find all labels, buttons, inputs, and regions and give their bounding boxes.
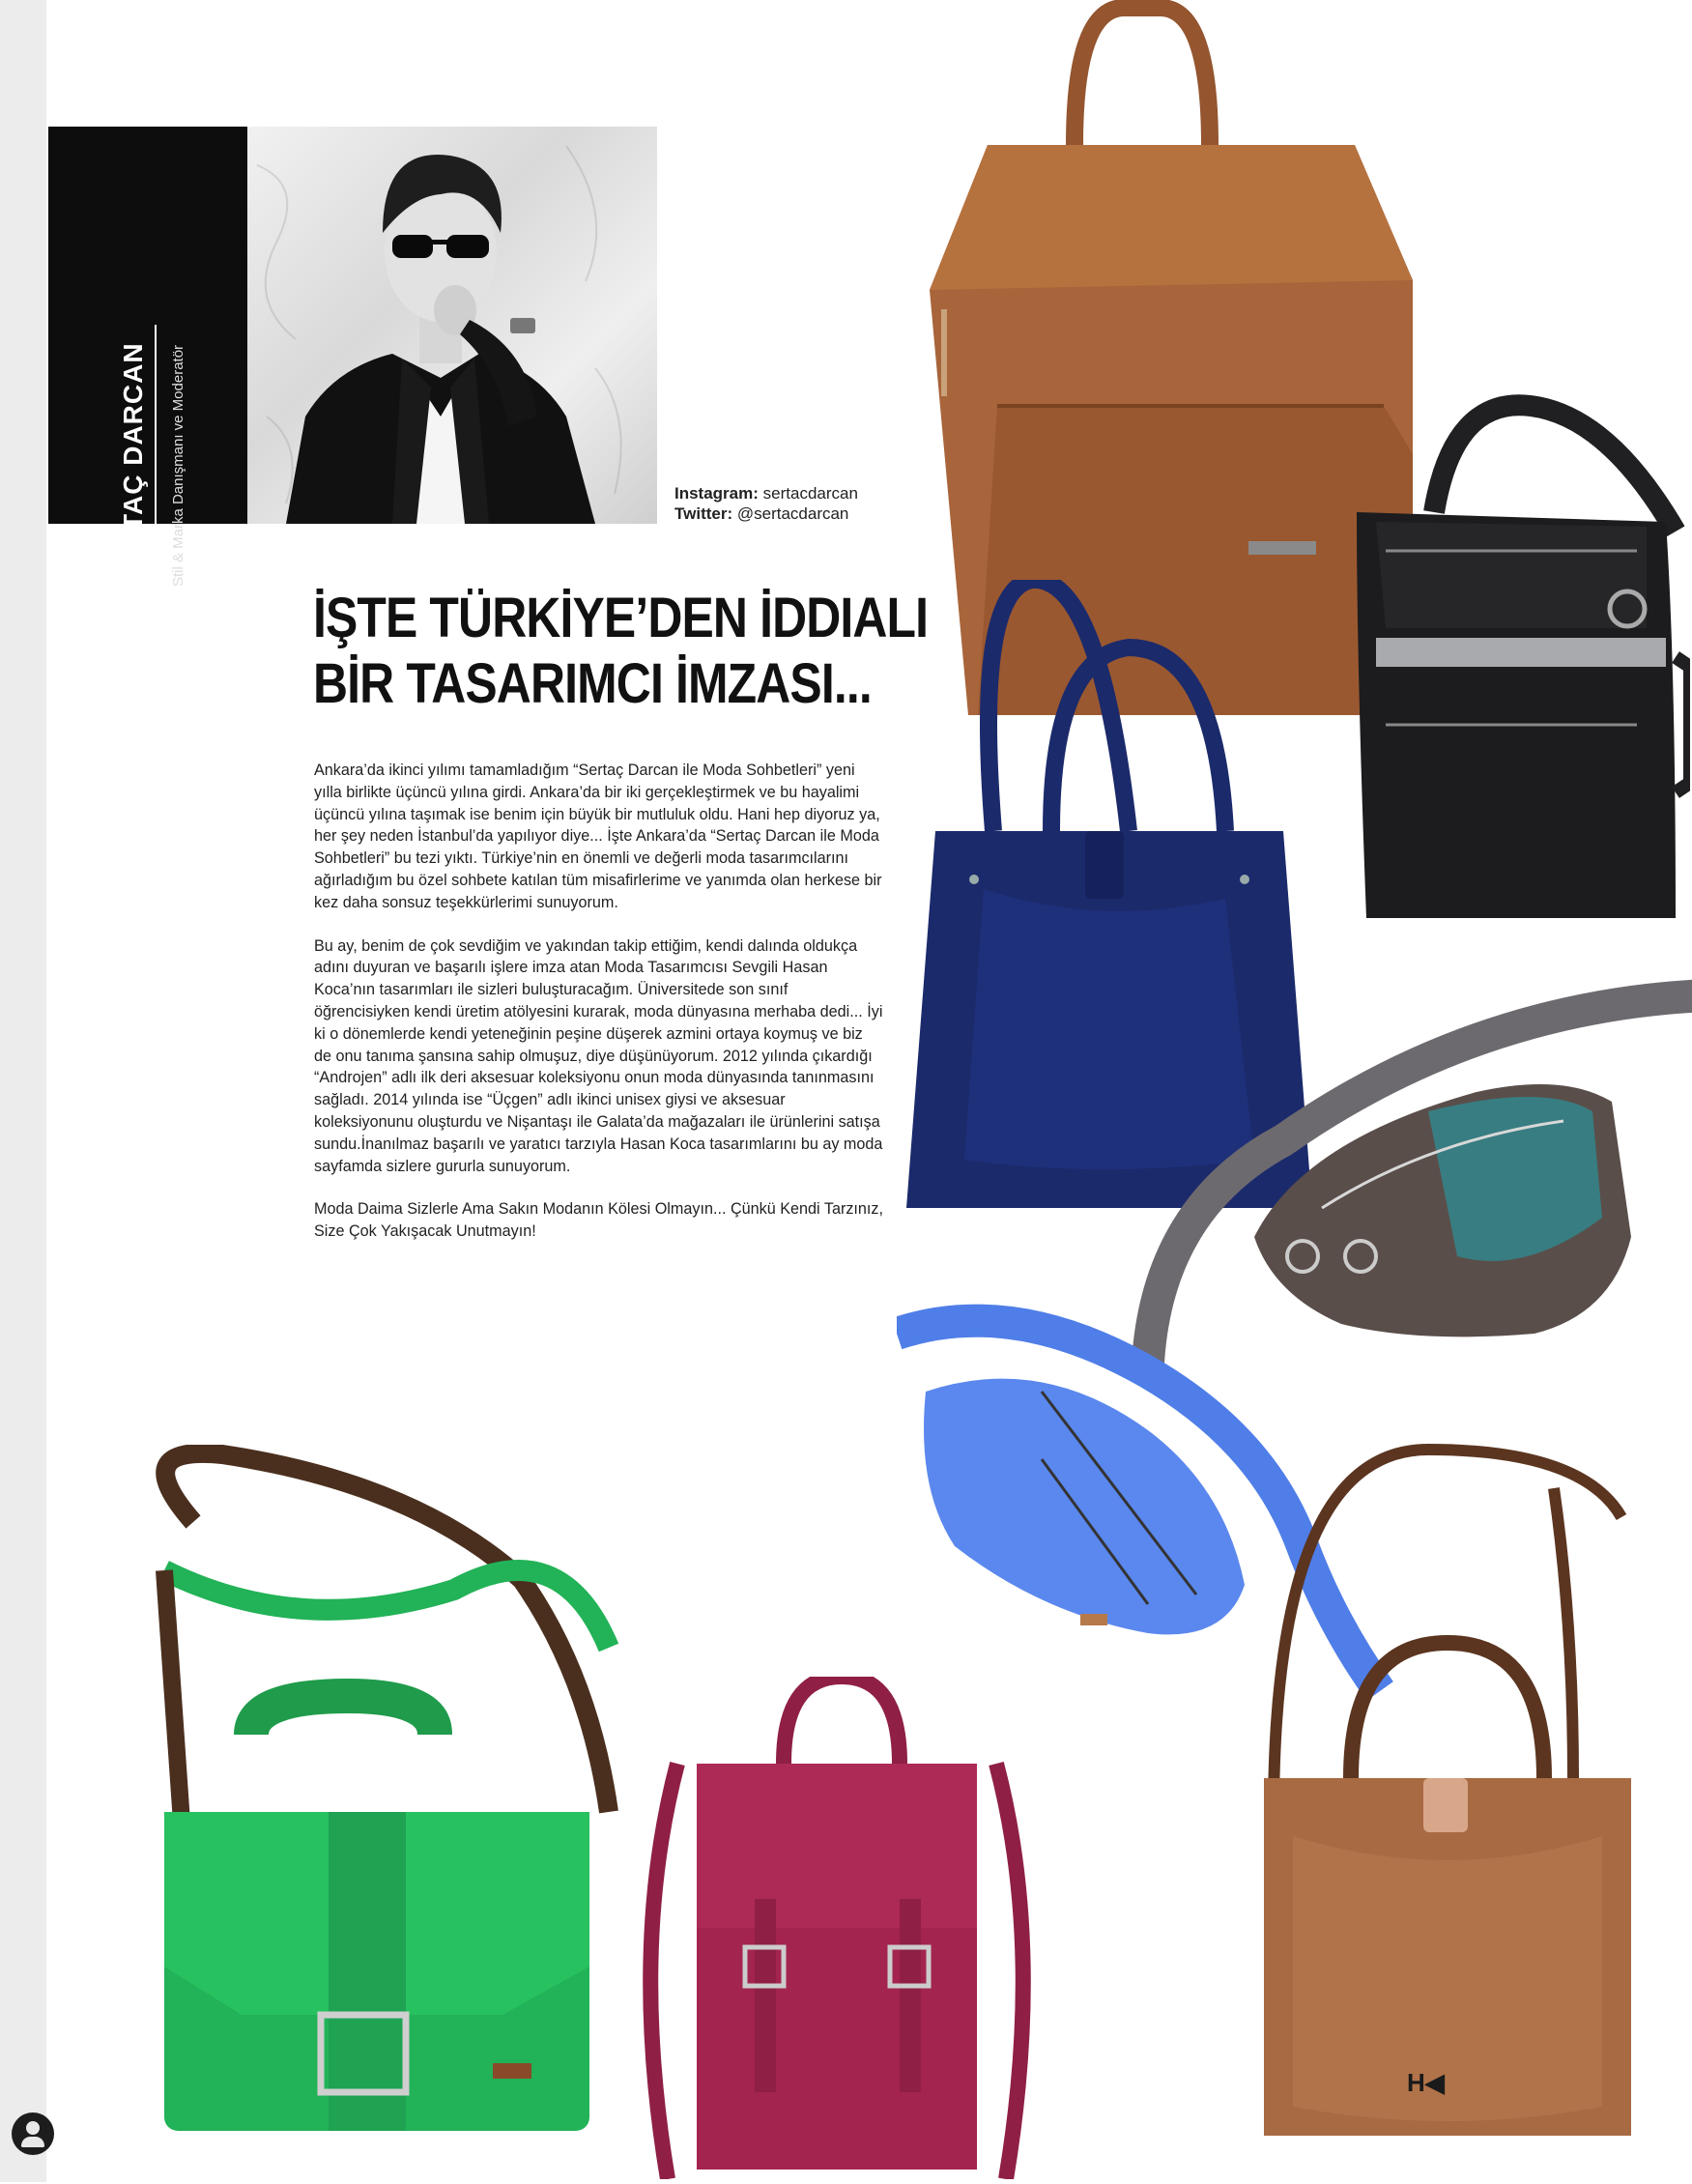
twitter-label: Twitter: (674, 504, 733, 523)
article-paragraph-2: Bu ay, benim de çok sevdiğim ve yakından takip ettiğim, kendi dalında oldukça adını duyuran ve başarılı işlere imza atan Moda Tasarımcısı Sevgili Hasan Koca’nın tasarımları ile sizleri buluşturacağım. Üniversitede son sınıf öğrencisiyken kendi üretim atölyesini kurarak, moda dünyasına merhaba dedi... İyi ki o dönemlerde kendi yeteneğinin peşine düşerek azmini ortaya koymuş ve biz de onu tanıma şansına sahip olmuşuz, diye düşünüyorum. 2012 yılında çıkardığı “Androjen” adlı ilk deri aksesuar koleksiyonu onun moda dünyasında tanınmasını sağladı. 2014 yılında ise “Üçgen” adlı ikinci unisex giysi ve aksesuar koleksiyonunu oluşturdu ve Nişantaşı ile Galata’da mağazaları ile ürünlerini satışa sundu.İnanılmaz başarılı ve yaratıcı tarzıyla Hasan Koca tasarımlarını bu ay moda sayfamda sizlere gururla sunuyorum. (314, 936, 883, 1175)
instagram-handle: sertacdarcan (762, 484, 858, 503)
author-role: Stil & Marka Danışmanı ve Moderatör (170, 344, 186, 588)
author-name: SERTAÇ DARCAN (118, 342, 148, 589)
brown-tote-image (1235, 1430, 1660, 2155)
avatar-icon[interactable] (12, 2112, 54, 2155)
article-paragraph-1: Ankara’da ikinci yılımı tamamladığım “Sertaç Darcan ile Moda Sohbetleri” yeni yılla birlikte üçüncü yılına girdi. Ankara’da bir iki gerçekleştirmek ve bu hayalimi üçüncü yılına taşımak ise benim için büyük bir mutluluk oldu. Hani hep diyoruz ya, her şey neden İstanbul’da yapılıyor diye... İşte Ankara’da “Sertaç Darcan ile Moda Sohbetleri” bu tezi yıktı. Türkiye’nin en önemli ve değerli moda tasarımcılarını ağırladığım bu özel sohbete katılan tüm misafirlerime ve yanımda olan herkese bir kez daha sonsuz teşekkürlerimi sunuyorum. (314, 762, 882, 911)
magazine-page (46, 0, 1692, 2182)
author-divider (155, 325, 157, 605)
headline (313, 586, 929, 717)
author-banner (48, 127, 247, 589)
author-portrait (247, 127, 657, 524)
avatar-shoulders (21, 2137, 44, 2147)
headline-line-2: BİR TASARIMCI İMZASI... (313, 652, 872, 715)
brand-logo: H◀ (1407, 2068, 1445, 2097)
magenta-backpack-image (610, 1677, 1064, 2179)
twitter-handle: @sertacdarcan (736, 504, 849, 523)
green-crossbody-bag-image (106, 1445, 618, 2141)
social-handles (674, 483, 858, 524)
avatar-head (26, 2121, 40, 2135)
black-backpack-image (1318, 377, 1690, 928)
article-paragraph-3: Moda Daima Sizlerle Ama Sakın Modanın Kölesi Olmayın... Çünkü Kendi Tarzınız, Size Çok Yakışacak Unutmayın! (314, 1200, 884, 1241)
headline-line-1: İŞTE TÜRKİYE’DEN İDDIALI (313, 587, 929, 649)
article-body (314, 760, 884, 1264)
left-gutter (0, 0, 47, 2182)
instagram-label: Instagram: (674, 484, 759, 503)
